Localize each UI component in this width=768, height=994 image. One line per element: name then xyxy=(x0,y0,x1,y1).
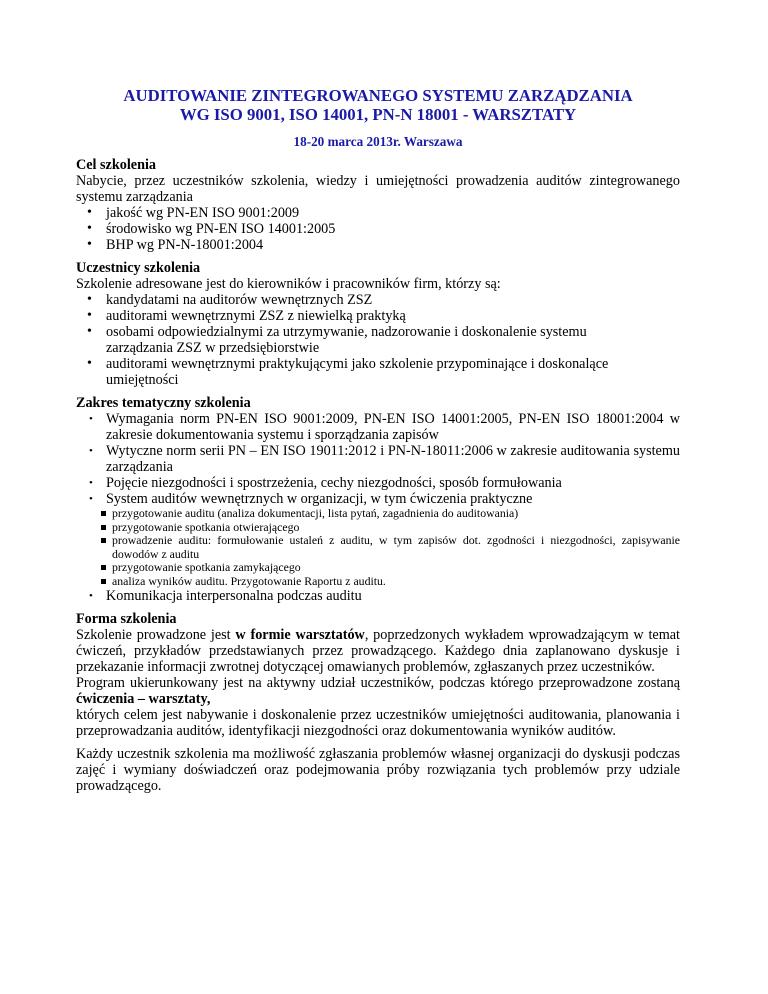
uczestnicy-list xyxy=(76,292,680,388)
list-item xyxy=(76,491,680,588)
title-line-2: WG ISO 9001, ISO 14001, PN-N 18001 - WARSZTATY xyxy=(179,105,577,124)
list-item: • środowisko wg PN-EN ISO 14001:2005 xyxy=(76,221,680,237)
section-uczestnicy xyxy=(76,260,680,388)
list-item: • Komunikacja interpersonalna podczas auditu xyxy=(76,588,680,604)
forma-text: Program ukierunkowany jest na aktywny udział uczestników, podczas którego przeprowadzone zostaną xyxy=(76,675,680,691)
uczestnicy-text: Szkolenie adresowane jest do kierowników i pracowników firm, którzy są: xyxy=(76,276,501,292)
zakres-sublist xyxy=(76,507,680,588)
section-heading-zakres: Zakres tematyczny szkolenia xyxy=(76,395,251,411)
forma-bold-comma: , xyxy=(206,691,211,707)
forma-text: , poprzedzonych wykładem wprowadzającym w temat ćwiczeń, przykładów przedstawianych przez prowadzącego. Każdego dnia zaplanowano dyskusje i przekazanie informacji zwrotnej dotyczącej omawianych problemów, zgłaszanych przez uczestników. xyxy=(76,627,680,675)
section-heading-uczestnicy: Uczestnicy szkolenia xyxy=(76,260,201,276)
sub-list-item: prowadzenie auditu: formułowanie ustaleń z auditu, w tym zapisów dot. zgodności i niezgodności, zapisywanie dowodów z auditu xyxy=(76,534,680,561)
cel-list xyxy=(76,205,680,253)
cel-text: Nabycie, przez uczestników szkolenia, wiedzy i umiejętności prowadzenia auditów zintegrowanego systemu zarządzania xyxy=(76,173,680,205)
section-zakres xyxy=(76,395,680,604)
sub-list-item: przygotowanie spotkania otwierającego xyxy=(76,521,680,535)
forma-paragraph-4: Każdy uczestnik szkolenia ma możliwość zgłaszania problemów własnej organizacji do dyskusji podczas zajęć i wymiany doświadczeń oraz podejmowania próby rozwiązania tych problemów przy udziale prowadzącego. xyxy=(76,746,680,794)
section-forma xyxy=(76,611,680,794)
list-item: • auditorami wewnętrznymi ZSZ z niewielką praktyką xyxy=(76,308,680,324)
list-item: • jakość wg PN-EN ISO 9001:2009 xyxy=(76,205,680,221)
sub-list-item: przygotowanie spotkania zamykającego xyxy=(76,561,680,575)
list-item: • osobami odpowiedzialnymi za utrzymywanie, nadzorowanie i doskonalenie systemu zarządzania ZSZ w przedsiębiorstwie xyxy=(76,324,680,356)
list-item: • kandydatami na auditorów wewnętrznych ZSZ xyxy=(76,292,680,308)
list-item: • Wymagania norm PN-EN ISO 9001:2009, PN-EN ISO 14001:2005, PN-EN ISO 18001:2004 w zakresie dokumentowania systemu i sporządzania zapisów xyxy=(76,411,680,443)
document-title xyxy=(76,86,680,124)
section-heading-forma: Forma szkolenia xyxy=(76,611,177,627)
zakres-list xyxy=(76,411,680,604)
list-item: • BHP wg PN-N-18001:2004 xyxy=(76,237,680,253)
list-item: • auditorami wewnętrznymi praktykującymi jako szkolenie przypominające i doskonalące umiejętności xyxy=(76,356,680,388)
forma-paragraph-3: których celem jest nabywanie i doskonalenie przez uczestników umiejętności auditowania, planowania i przeprowadzania auditów, identyfikacji niezgodności oraz dokumentowania wyników auditów. xyxy=(76,707,680,739)
forma-bold-warsztaty: w formie warsztatów xyxy=(235,627,365,643)
forma-paragraph-2 xyxy=(76,675,680,707)
list-item: • Pojęcie niezgodności i spostrzeżenia, cechy niezgodności, sposób formułowania xyxy=(76,475,680,491)
list-item: • Wytyczne norm serii PN – EN ISO 19011:2012 i PN-N-18011:2006 w zakresie auditowania systemu zarządzania xyxy=(76,443,680,475)
section-cel xyxy=(76,157,680,253)
forma-paragraph-1 xyxy=(76,627,680,675)
sub-list-item: przygotowanie auditu (analiza dokumentacji, lista pytań, zagadnienia do auditowania) xyxy=(76,507,680,521)
document-page xyxy=(76,86,680,794)
section-heading-cel: Cel szkolenia xyxy=(76,157,156,173)
sub-list-item: analiza wyników auditu. Przygotowanie Raportu z auditu. xyxy=(76,575,680,589)
forma-bold-cwiczenia: ćwiczenia – warsztaty xyxy=(76,691,207,707)
list-item-text: System auditów wewnętrznych w organizacji, w tym ćwiczenia praktyczne xyxy=(106,491,533,507)
event-date: 18-20 marca 2013r. Warszawa xyxy=(293,134,463,149)
title-line-1: AUDITOWANIE ZINTEGROWANEGO SYSTEMU ZARZĄDZANIA xyxy=(123,86,633,105)
forma-text: Szkolenie prowadzone jest xyxy=(76,627,236,643)
